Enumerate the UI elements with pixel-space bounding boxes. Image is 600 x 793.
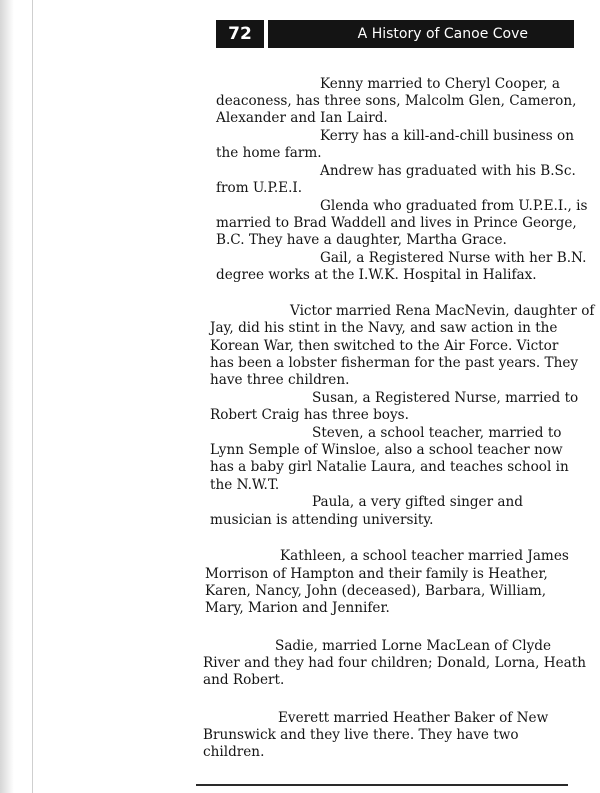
- text-line: Everett married Heather Baker of New: [278, 710, 549, 726]
- text-line: Sadie, married Lorne MacLean of Clyde: [275, 638, 551, 654]
- text-line: musician is attending university.: [210, 512, 434, 528]
- running-title: A History of Canoe Cove: [268, 20, 574, 48]
- text-line: Gail, a Registered Nurse with her B.N.: [320, 250, 587, 266]
- text-line: River and they had four children; Donald, Lorna, Heath: [203, 655, 586, 671]
- page-header: [216, 20, 574, 48]
- text-line: Kenny married to Cheryl Cooper, a: [320, 76, 561, 92]
- text-line: Kerry has a kill-and-chill business on: [320, 128, 574, 144]
- text-line: married to Brad Waddell and lives in Prince George,: [216, 215, 577, 231]
- text-line: has a baby girl Natalie Laura, and teaches school in: [210, 459, 569, 475]
- text-line: Lynn Semple of Winsloe, also a school teacher now: [210, 442, 563, 458]
- text-line: Kathleen, a school teacher married James: [280, 548, 569, 564]
- text-line: Steven, a school teacher, married to: [312, 425, 562, 441]
- text-line: Robert Craig has three boys.: [210, 407, 409, 423]
- text-line: Alexander and Ian Laird.: [216, 110, 388, 126]
- text-line: Mary, Marion and Jennifer.: [205, 600, 390, 616]
- text-line: Brunswick and they live there. They have two: [203, 727, 519, 743]
- text-line: the home farm.: [216, 145, 322, 161]
- text-line: has been a lobster fisherman for the past years. They: [210, 355, 579, 371]
- text-line: and Robert.: [203, 672, 285, 688]
- text-line: degree works at the I.W.K. Hospital in Halifax.: [216, 267, 537, 283]
- text-line: Glenda who graduated from U.P.E.I., is: [320, 198, 588, 214]
- page-edge-shadow: [0, 0, 14, 793]
- text-line: Susan, a Registered Nurse, married to: [312, 390, 579, 406]
- text-line: from U.P.E.I.: [216, 180, 303, 196]
- page-number: 72: [216, 20, 264, 48]
- text-line: the N.W.T.: [210, 477, 280, 493]
- text-line: deaconess, has three sons, Malcolm Glen, Cameron,: [216, 93, 577, 109]
- footer-rule: [196, 784, 568, 786]
- text-line: Jay, did his stint in the Navy, and saw action in the: [210, 320, 558, 336]
- text-line: Andrew has graduated with his B.Sc.: [320, 163, 576, 179]
- margin-line: [32, 0, 33, 793]
- text-line: Victor married Rena MacNevin, daughter of: [290, 303, 595, 319]
- text-line: Paula, a very gifted singer and: [312, 494, 523, 510]
- text-line: have three children.: [210, 372, 350, 388]
- text-line: Morrison of Hampton and their family is Heather,: [205, 566, 548, 582]
- text-line: B.C. They have a daughter, Martha Grace.: [216, 232, 507, 248]
- text-line: Karen, Nancy, John (deceased), Barbara, William,: [205, 583, 547, 599]
- text-line: Korean War, then switched to the Air Force. Victor: [210, 338, 559, 354]
- text-line: children.: [203, 744, 265, 760]
